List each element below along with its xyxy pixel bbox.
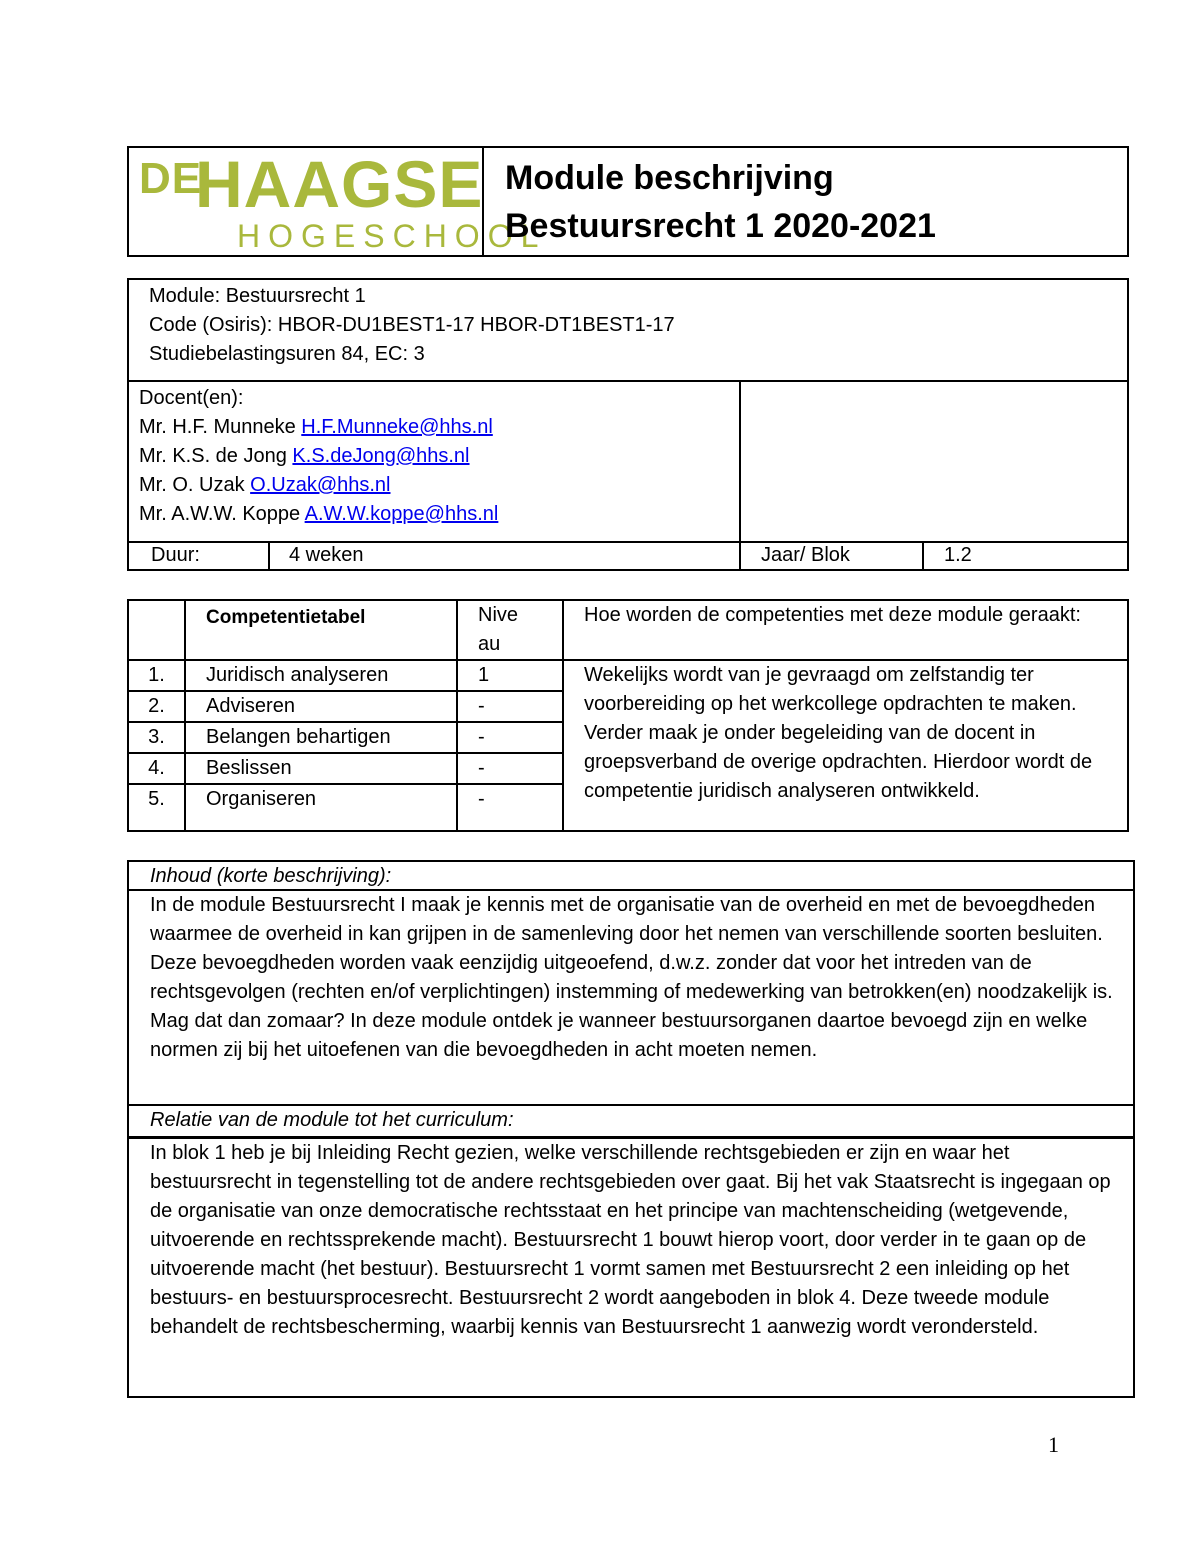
module-info-box bbox=[127, 278, 1129, 571]
divider bbox=[922, 543, 924, 569]
header-cell-niveau: Nive au bbox=[457, 600, 563, 660]
header-box bbox=[127, 146, 1129, 257]
relatie-label: Relatie van de module tot het curriculum: bbox=[150, 1109, 514, 1131]
duur-value: 4 weken bbox=[289, 544, 364, 566]
docenten-label: Docent(en): bbox=[139, 387, 244, 409]
table-header-row bbox=[128, 600, 1128, 660]
jaar-blok-label: Jaar/ Blok bbox=[761, 544, 850, 566]
table-row: 5. Organiseren - bbox=[128, 784, 1128, 831]
docent-item: Mr. K.S. de Jong K.S.deJong@hhs.nl bbox=[139, 445, 470, 467]
divider bbox=[739, 543, 741, 569]
module-study-hours: Studiebelastingsuren 84, EC: 3 bbox=[149, 343, 425, 365]
docent-email-link[interactable]: A.W.W.koppe@hhs.nl bbox=[304, 503, 499, 525]
table-row: 4. Beslissen - bbox=[128, 753, 1128, 784]
divider bbox=[739, 380, 741, 541]
docent-item: Mr. A.W.W. Koppe A.W.W.koppe@hhs.nl bbox=[139, 503, 499, 525]
logo bbox=[129, 147, 547, 255]
jaar-blok-value: 1.2 bbox=[944, 544, 972, 566]
logo-text-haagse: HAAGSE bbox=[195, 147, 484, 221]
module-name: Module: Bestuursrecht 1 bbox=[149, 285, 366, 307]
docent-item: Mr. H.F. Munneke H.F.Munneke@hhs.nl bbox=[139, 416, 493, 438]
header-cell-description: Hoe worden de competenties met deze module geraakt: bbox=[563, 600, 1128, 660]
docent-email-link[interactable]: K.S.deJong@hhs.nl bbox=[292, 445, 470, 467]
logo-text-hogeschool: HOGESCHOOL bbox=[237, 218, 547, 254]
competentie-table bbox=[127, 599, 1129, 832]
relatie-text: In blok 1 heb je bij Inleiding Recht gezien, welke verschillende rechtsgebieden er zijn en waar het bestuursrecht in tegenstelling tot de andere rechtsgebieden over gaat. Bij het vak Staatsrecht is ingegaan op de organisatie van onze democratische rechtsstaat en het principe van machtenscheiding (wetgevende, uitvoerende en rechtssprekende macht). Bestuursrecht 1 bouwt hierop voort, door verder in te gaan op de uitvoerende macht (het bestuur). Bestuursrecht 1 vormt samen met Bestuursrecht 2 een inleiding op het bestuurs- en bestuursprocesrecht. Bestuursrecht 2 wordt aangeboden in blok 4. Deze tweede module behandelt de rechtsbescherming, waarbij kennis van Bestuursrecht 1 aanwezig wordt verondersteld. bbox=[150, 1142, 1111, 1338]
table-row: 1. Juridisch analyseren 1 Wekelijks wordt van je gevraagd om zelfstandig ter voorbereiding op het werkcollege opdrachten te maken. Verder maak je onder begeleiding van de docent in groepsverband de overige opdrachten. Hierdoor wordt de competentie juridisch analyseren ontwikkeld. bbox=[128, 660, 1128, 691]
title-line-2: Bestuursrecht 1 2020-2021 bbox=[505, 207, 936, 245]
docent-item: Mr. O. Uzak O.Uzak@hhs.nl bbox=[139, 474, 391, 496]
duur-row bbox=[129, 543, 1127, 569]
header-cell-empty bbox=[128, 600, 185, 660]
table-row: 3. Belangen behartigen - bbox=[128, 722, 1128, 753]
logo-text-de: DE bbox=[139, 154, 203, 203]
docent-email-link[interactable]: H.F.Munneke@hhs.nl bbox=[301, 416, 493, 438]
table-row: 2. Adviseren - bbox=[128, 691, 1128, 722]
inhoud-label: Inhoud (korte beschrijving): bbox=[150, 865, 392, 887]
inhoud-box bbox=[127, 860, 1135, 1398]
divider bbox=[129, 380, 1127, 382]
divider bbox=[268, 543, 270, 569]
docenten-list bbox=[139, 384, 498, 529]
competentie-description: Wekelijks wordt van je gevraagd om zelfstandig ter voorbereiding op het werkcollege opdrachten te maken. Verder maak je onder begeleiding van de docent in groepsverband de overige opdrachten. Hierdoor wordt de competentie juridisch analyseren ontwikkeld. bbox=[563, 660, 1128, 831]
title-line-1: Module beschrijving bbox=[505, 159, 834, 197]
inhoud-text: In de module Bestuursrecht I maak je kennis met de organisatie van de overheid en met de bevoegdheden waarmee de overheid in kan grijpen in de samenleving door het nemen van verschillende soorten besluiten. Deze bevoegdheden worden vaak eenzijdig uitgeoefend, d.w.z. zonder dat voor het intreden van de rechtsgevolgen (rechten en/of verplichtingen) instemming of medewerking van betrokken(en) noodzakelijk is. Mag dat dan zomaar? In deze module ontdek je wanneer bestuursorganen daartoe bevoegd zijn en welke normen zij bij het uitoefenen van die bevoegdheden in acht moeten nemen. bbox=[150, 894, 1113, 1061]
header-cell-competentie: Competentietabel bbox=[185, 600, 457, 660]
module-details bbox=[149, 282, 675, 369]
page-title bbox=[505, 154, 936, 250]
page-number: 1 bbox=[1048, 1432, 1059, 1457]
duur-label: Duur: bbox=[151, 544, 200, 566]
docent-email-link[interactable]: O.Uzak@hhs.nl bbox=[250, 474, 391, 496]
module-code: Code (Osiris): HBOR-DU1BEST1-17 HBOR-DT1BEST1-17 bbox=[149, 314, 675, 336]
